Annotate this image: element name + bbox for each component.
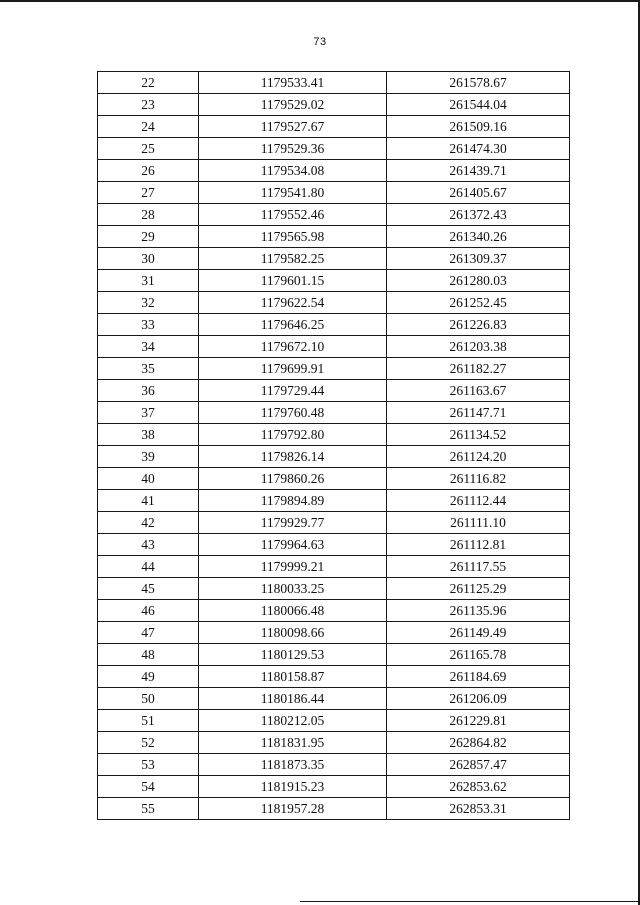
coordinate-table [97,71,570,820]
y-coordinate-cell: 262853.62 [387,776,570,798]
table-row [98,270,570,292]
y-coordinate-cell: 261252.45 [387,292,570,314]
x-coordinate-cell: 1181831.95 [199,732,387,754]
point-number-cell: 42 [98,512,199,534]
table-row [98,446,570,468]
x-coordinate-cell: 1179582.25 [199,248,387,270]
point-number-cell: 47 [98,622,199,644]
point-number-cell: 25 [98,138,199,160]
table-row [98,798,570,820]
y-coordinate-cell: 261184.69 [387,666,570,688]
x-coordinate-cell: 1179552.46 [199,204,387,226]
table-row [98,314,570,336]
x-coordinate-cell: 1179792.80 [199,424,387,446]
y-coordinate-cell: 261203.38 [387,336,570,358]
y-coordinate-cell: 261474.30 [387,138,570,160]
point-number-cell: 23 [98,94,199,116]
point-number-cell: 39 [98,446,199,468]
table-row [98,776,570,798]
x-coordinate-cell: 1179729.44 [199,380,387,402]
y-coordinate-cell: 261112.81 [387,534,570,556]
table-row [98,600,570,622]
table-row [98,380,570,402]
point-number-cell: 45 [98,578,199,600]
point-number-cell: 24 [98,116,199,138]
x-coordinate-cell: 1181873.35 [199,754,387,776]
table-row [98,160,570,182]
table-row [98,688,570,710]
y-coordinate-cell: 261544.04 [387,94,570,116]
point-number-cell: 43 [98,534,199,556]
table-row [98,534,570,556]
table-row [98,468,570,490]
x-coordinate-cell: 1179646.25 [199,314,387,336]
table-row [98,204,570,226]
y-coordinate-cell: 261111.10 [387,512,570,534]
x-coordinate-cell: 1180098.66 [199,622,387,644]
y-coordinate-cell: 262853.31 [387,798,570,820]
table-row [98,666,570,688]
x-coordinate-cell: 1179529.02 [199,94,387,116]
point-number-cell: 54 [98,776,199,798]
table-row [98,424,570,446]
x-coordinate-cell: 1179527.67 [199,116,387,138]
point-number-cell: 41 [98,490,199,512]
table-row [98,732,570,754]
point-number-cell: 26 [98,160,199,182]
x-coordinate-cell: 1179999.21 [199,556,387,578]
table-row [98,622,570,644]
y-coordinate-cell: 261165.78 [387,644,570,666]
table-row [98,512,570,534]
table-row [98,226,570,248]
table-row [98,710,570,732]
point-number-cell: 51 [98,710,199,732]
point-number-cell: 30 [98,248,199,270]
point-number-cell: 38 [98,424,199,446]
point-number-cell: 46 [98,600,199,622]
table-row [98,248,570,270]
y-coordinate-cell: 261372.43 [387,204,570,226]
x-coordinate-cell: 1180129.53 [199,644,387,666]
table-row [98,182,570,204]
table-row [98,578,570,600]
point-number-cell: 22 [98,72,199,94]
y-coordinate-cell: 261124.20 [387,446,570,468]
x-coordinate-cell: 1179699.91 [199,358,387,380]
x-coordinate-cell: 1180066.48 [199,600,387,622]
y-coordinate-cell: 261340.26 [387,226,570,248]
y-coordinate-cell: 261280.03 [387,270,570,292]
y-coordinate-cell: 261439.71 [387,160,570,182]
y-coordinate-cell: 261578.67 [387,72,570,94]
table-row [98,292,570,314]
x-coordinate-cell: 1180033.25 [199,578,387,600]
point-number-cell: 50 [98,688,199,710]
point-number-cell: 28 [98,204,199,226]
y-coordinate-cell: 261117.55 [387,556,570,578]
point-number-cell: 36 [98,380,199,402]
x-coordinate-cell: 1181957.28 [199,798,387,820]
scan-edge-bottom [300,901,640,902]
point-number-cell: 32 [98,292,199,314]
x-coordinate-cell: 1179894.89 [199,490,387,512]
y-coordinate-cell: 261509.16 [387,116,570,138]
point-number-cell: 34 [98,336,199,358]
x-coordinate-cell: 1180212.05 [199,710,387,732]
x-coordinate-cell: 1179529.36 [199,138,387,160]
x-coordinate-cell: 1179601.15 [199,270,387,292]
x-coordinate-cell: 1179760.48 [199,402,387,424]
x-coordinate-cell: 1179622.54 [199,292,387,314]
table-row [98,644,570,666]
x-coordinate-cell: 1179541.80 [199,182,387,204]
table-row [98,754,570,776]
y-coordinate-cell: 261206.09 [387,688,570,710]
point-number-cell: 40 [98,468,199,490]
x-coordinate-cell: 1179964.63 [199,534,387,556]
point-number-cell: 33 [98,314,199,336]
y-coordinate-cell: 261226.83 [387,314,570,336]
x-coordinate-cell: 1179565.98 [199,226,387,248]
y-coordinate-cell: 261309.37 [387,248,570,270]
coordinate-table-body [98,72,570,820]
x-coordinate-cell: 1181915.23 [199,776,387,798]
y-coordinate-cell: 262857.47 [387,754,570,776]
x-coordinate-cell: 1180158.87 [199,666,387,688]
table-row [98,94,570,116]
y-coordinate-cell: 261147.71 [387,402,570,424]
table-row [98,72,570,94]
y-coordinate-cell: 261182.27 [387,358,570,380]
point-number-cell: 49 [98,666,199,688]
table-row [98,358,570,380]
table-row [98,116,570,138]
table-row [98,556,570,578]
y-coordinate-cell: 261134.52 [387,424,570,446]
y-coordinate-cell: 261163.67 [387,380,570,402]
x-coordinate-cell: 1179826.14 [199,446,387,468]
table-row [98,402,570,424]
y-coordinate-cell: 262864.82 [387,732,570,754]
point-number-cell: 55 [98,798,199,820]
y-coordinate-cell: 261112.44 [387,490,570,512]
x-coordinate-cell: 1180186.44 [199,688,387,710]
table-row [98,336,570,358]
x-coordinate-cell: 1179672.10 [199,336,387,358]
point-number-cell: 29 [98,226,199,248]
point-number-cell: 48 [98,644,199,666]
point-number-cell: 44 [98,556,199,578]
table-row [98,490,570,512]
point-number-cell: 53 [98,754,199,776]
y-coordinate-cell: 261405.67 [387,182,570,204]
point-number-cell: 35 [98,358,199,380]
y-coordinate-cell: 261135.96 [387,600,570,622]
point-number-cell: 52 [98,732,199,754]
scan-edge-top [0,0,640,2]
x-coordinate-cell: 1179533.41 [199,72,387,94]
point-number-cell: 37 [98,402,199,424]
y-coordinate-cell: 261149.49 [387,622,570,644]
point-number-cell: 27 [98,182,199,204]
x-coordinate-cell: 1179929.77 [199,512,387,534]
y-coordinate-cell: 261125.29 [387,578,570,600]
y-coordinate-cell: 261116.82 [387,468,570,490]
y-coordinate-cell: 261229.81 [387,710,570,732]
x-coordinate-cell: 1179860.26 [199,468,387,490]
table-row [98,138,570,160]
page-number: 73 [313,36,327,48]
x-coordinate-cell: 1179534.08 [199,160,387,182]
point-number-cell: 31 [98,270,199,292]
